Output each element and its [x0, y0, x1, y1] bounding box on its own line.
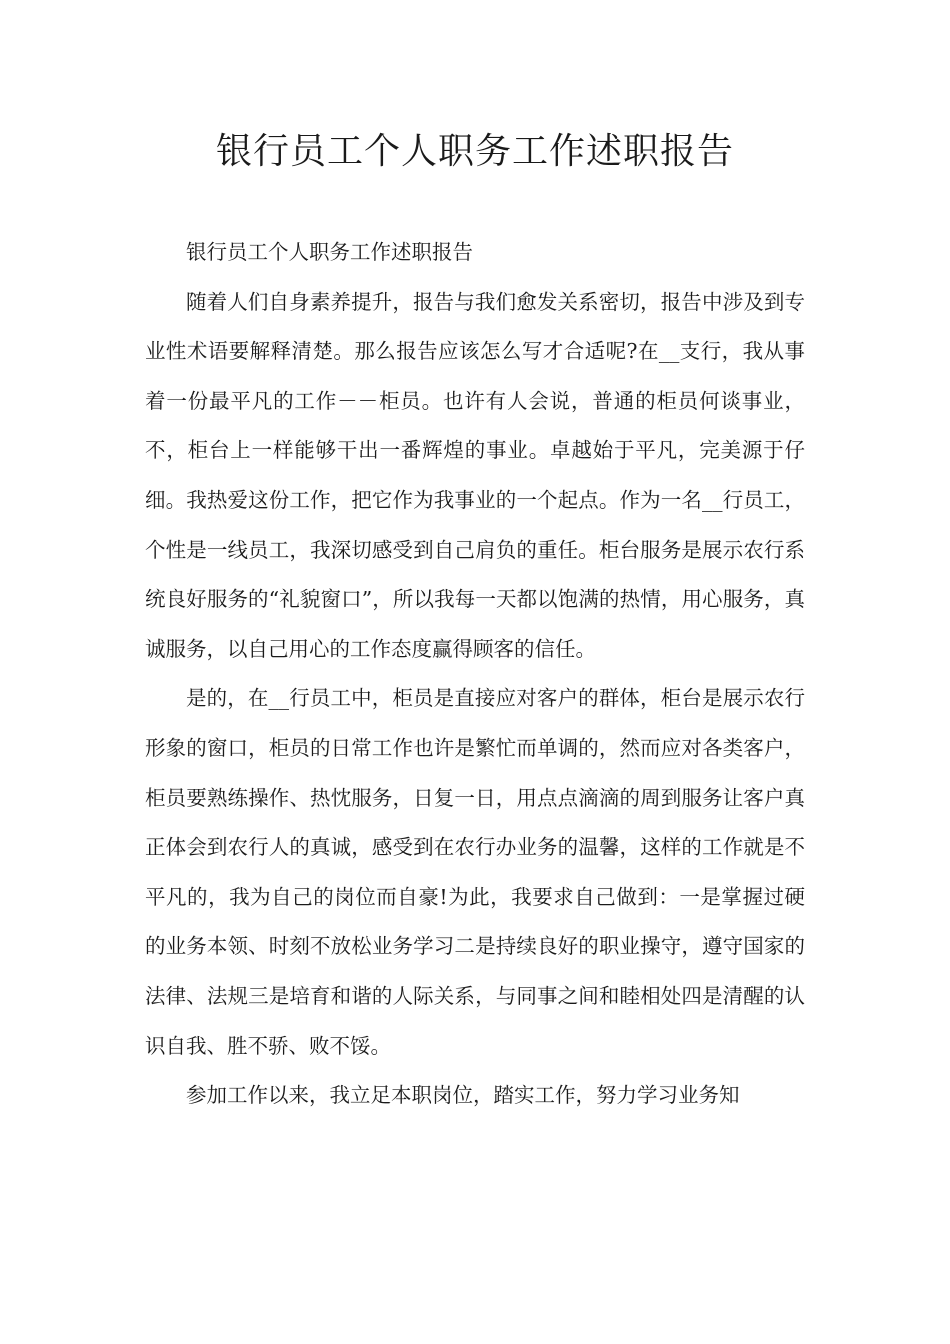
- paragraph-teller-role: 是的，在__行员工中，柜员是直接应对客户的群体，柜台是展示农行形象的窗口，柜员的日常工作也许是繁忙而单调的，然而应对各类客户，柜员要熟练操作、热忱服务，日复一日，用点点滴滴的周到服务让客户真正体会到农行人的真诚，感受到在农行办业务的温馨，这样的工作就是不平凡的，我为自己的岗位而自豪!为此，我要求自己做到：一是掌握过硬的业务本领、时刻不放松业务学习二是持续良好的职业操守，遵守国家的法律、法规三是培育和谐的人际关系，与同事之间和睦相处四是清醒的认识自我、胜不骄、败不馁。: [145, 686, 805, 1058]
- paragraph-intro: 随着人们自身素养提升，报告与我们愈发关系密切，报告中涉及到专业性术语要解释清楚。那么报告应该怎么写才合适呢?在__支行，我从事着一份最平凡的工作－－柜员。也许有人会说，普通的柜员何谈事业，不，柜台上一样能够干出一番辉煌的事业。卓越始于平凡，完美源于仔细。我热爱这份工作，把它作为我事业的一个起点。作为一名__行员工，个性是一线员工，我深切感受到自己肩负的重任。柜台服务是展示农行系统良好服务的“礼貌窗口”，所以我每一天都以饱满的热情，用心服务，真诚服务，以自己用心的工作态度赢得顾客的信任。: [145, 289, 805, 661]
- paragraph-work-summary: 参加工作以来，我立足本职岗位，踏实工作，努力学习业务知: [186, 1083, 740, 1108]
- document-title: 银行员工个人职务工作述职报告: [215, 131, 734, 172]
- paragraph-subtitle: 银行员工个人职务工作述职报告: [186, 240, 473, 264]
- document-body: [145, 228, 805, 1121]
